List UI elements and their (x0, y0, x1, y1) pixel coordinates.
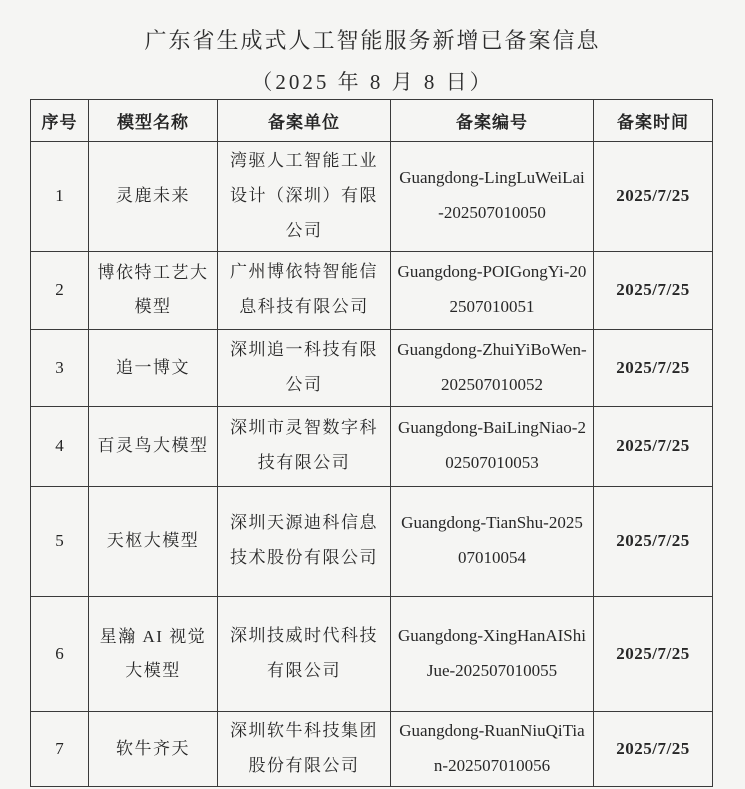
cell-filing-unit: 深圳天源迪科信息技术股份有限公司 (218, 486, 391, 596)
cell-index: 5 (31, 486, 89, 596)
cell-filing-number: Guangdong-BaiLingNiao-202507010053 (391, 406, 594, 486)
column-header-filing-number: 备案编号 (391, 100, 594, 142)
cell-filing-date: 2025/7/25 (594, 711, 713, 786)
cell-filing-number: Guangdong-XingHanAIShiJue-202507010055 (391, 596, 594, 711)
cell-filing-number: Guangdong-POIGongYi-202507010051 (391, 251, 594, 329)
cell-filing-date: 2025/7/25 (594, 486, 713, 596)
cell-index: 2 (31, 251, 89, 329)
column-header-filing-date: 备案时间 (594, 100, 713, 142)
cell-filing-unit: 深圳软牛科技集团股份有限公司 (218, 711, 391, 786)
cell-filing-date: 2025/7/25 (594, 406, 713, 486)
column-header-index: 序号 (31, 100, 89, 142)
cell-filing-date: 2025/7/25 (594, 251, 713, 329)
cell-model-name: 软牛齐天 (89, 711, 218, 786)
page-subtitle: （2025 年 8 月 8 日） (251, 70, 494, 94)
table-row (31, 142, 713, 252)
cell-model-name: 灵鹿未来 (89, 142, 218, 252)
cell-index: 7 (31, 711, 89, 786)
cell-filing-date: 2025/7/25 (594, 596, 713, 711)
cell-filing-date: 2025/7/25 (594, 329, 713, 406)
page-title: 广东省生成式人工智能服务新增已备案信息 (144, 28, 601, 53)
table-row (31, 406, 713, 486)
table-header-row (31, 100, 713, 142)
table-row (31, 486, 713, 596)
cell-filing-number: Guangdong-RuanNiuQiTian-202507010056 (391, 711, 594, 786)
cell-index: 4 (31, 406, 89, 486)
table-row (31, 329, 713, 406)
cell-model-name: 天枢大模型 (89, 486, 218, 596)
filing-table (30, 99, 713, 787)
cell-model-name: 追一博文 (89, 329, 218, 406)
cell-filing-unit: 深圳追一科技有限公司 (218, 329, 391, 406)
cell-model-name: 博依特工艺大模型 (89, 251, 218, 329)
cell-filing-unit: 广州博依特智能信息科技有限公司 (218, 251, 391, 329)
cell-index: 6 (31, 596, 89, 711)
cell-filing-number: Guangdong-ZhuiYiBoWen-202507010052 (391, 329, 594, 406)
cell-model-name: 百灵鸟大模型 (89, 406, 218, 486)
cell-model-name: 星瀚 AI 视觉大模型 (89, 596, 218, 711)
column-header-filing-unit: 备案单位 (218, 100, 391, 142)
cell-index: 1 (31, 142, 89, 252)
cell-filing-number: Guangdong-LingLuWeiLai-202507010050 (391, 142, 594, 252)
cell-filing-number: Guangdong-TianShu-202507010054 (391, 486, 594, 596)
table-row (31, 711, 713, 786)
cell-filing-unit: 深圳市灵智数字科技有限公司 (218, 406, 391, 486)
table-row (31, 596, 713, 711)
cell-filing-unit: 深圳技威时代科技有限公司 (218, 596, 391, 711)
column-header-model-name: 模型名称 (89, 100, 218, 142)
cell-filing-unit: 湾驱人工智能工业设计（深圳）有限公司 (218, 142, 391, 252)
cell-filing-date: 2025/7/25 (594, 142, 713, 252)
cell-index: 3 (31, 329, 89, 406)
table-row (31, 251, 713, 329)
